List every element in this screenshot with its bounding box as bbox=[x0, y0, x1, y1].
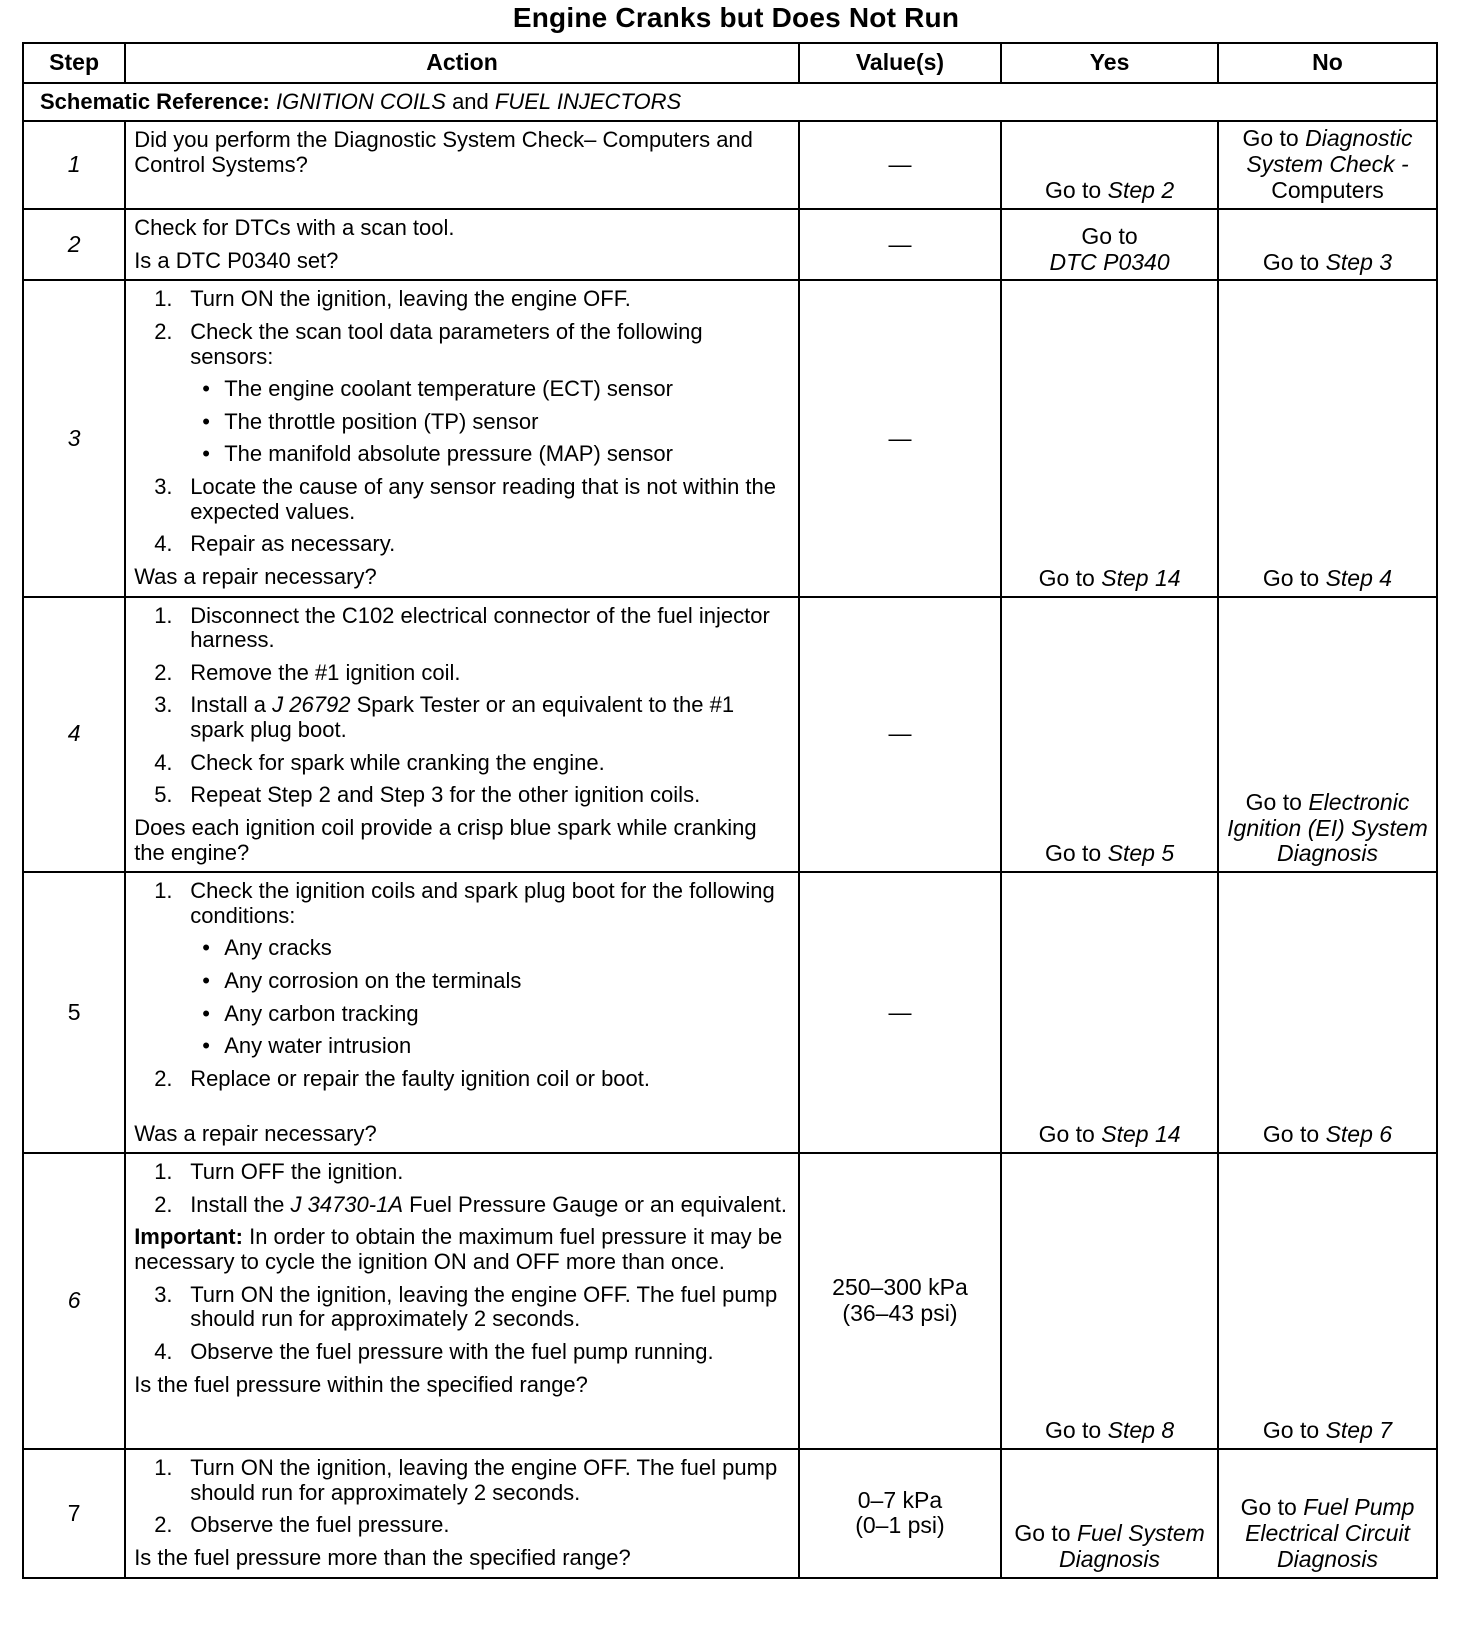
no-link-step-3[interactable]: Step 3 bbox=[1325, 248, 1393, 275]
bullet-item: • The engine coolant temperature (ECT) sensor bbox=[190, 377, 790, 402]
no-cell bbox=[1218, 597, 1437, 873]
list-item: 4. Check for spark while cranking the engine. bbox=[154, 749, 605, 775]
no-prefix: Go to bbox=[1262, 1417, 1320, 1444]
action-question: Is a DTC P0340 set? bbox=[134, 247, 339, 273]
action-cell bbox=[125, 209, 799, 280]
item-text: Turn ON the ignition, leaving the engine OFF. The fuel pump should run for approximately 2 seconds. bbox=[190, 1455, 778, 1505]
header-values: Value(s) bbox=[799, 43, 1001, 83]
item-text: Turn ON the ignition, leaving the engine OFF. bbox=[190, 286, 631, 312]
yes-cell bbox=[1001, 597, 1218, 873]
no-prefix: Go to bbox=[1242, 125, 1299, 151]
item-text: Check the scan tool data parameters of the following sensors: bbox=[190, 318, 703, 369]
sensor-list bbox=[190, 377, 790, 467]
yes-cell bbox=[1001, 121, 1218, 209]
action-cell bbox=[125, 872, 799, 1153]
step-number: 5 bbox=[23, 872, 125, 1153]
no-suffix: Computers bbox=[1271, 176, 1384, 203]
list-item: 3. Locate the cause of any sensor reading that is not within the expected values. bbox=[154, 474, 777, 524]
table-row bbox=[23, 597, 1437, 873]
value-cell bbox=[799, 1449, 1001, 1578]
important-label: Important: bbox=[134, 1224, 243, 1250]
schematic-reference bbox=[23, 83, 1437, 121]
action-steps-continued bbox=[134, 1283, 790, 1365]
item-text: Remove the #1 ignition coil. bbox=[190, 659, 461, 685]
no-link-diagnostic-system-check[interactable]: Diagnostic System Check - bbox=[1246, 125, 1413, 177]
header-no: No bbox=[1218, 43, 1437, 83]
value-line: 0–7 kPa bbox=[857, 1486, 943, 1513]
list-item: 2. Replace or repair the faulty ignition coil or boot. bbox=[154, 1065, 650, 1091]
yes-cell bbox=[1001, 280, 1218, 596]
no-link-step-6[interactable]: Step 6 bbox=[1325, 1121, 1393, 1148]
bullet-item: • The manifold absolute pressure (MAP) sensor bbox=[190, 442, 790, 467]
list-item: 2. Install the J 34730-1A Fuel Pressure Gauge or an equivalent. bbox=[154, 1191, 788, 1217]
yes-link-dtc-p0340[interactable]: DTC P0340 bbox=[1049, 248, 1170, 275]
bullet-item: • Any water intrusion bbox=[190, 1034, 790, 1059]
no-prefix: Go to bbox=[1240, 1494, 1297, 1521]
list-item: 1. Disconnect the C102 electrical connector of the fuel injector harness. bbox=[154, 602, 770, 653]
step-number: 1 bbox=[23, 121, 125, 209]
step-number: 4 bbox=[23, 597, 125, 873]
table-row bbox=[23, 121, 1437, 209]
list-item: 1. Check the ignition coils and spark plug boot for the following conditions: • Any cracks • Any corrosion on the terminals • Any carbon tracking • Any water intrusion bbox=[134, 879, 790, 1059]
action-line: Check for DTCs with a scan tool. bbox=[134, 215, 455, 240]
table-row bbox=[23, 872, 1437, 1153]
yes-link-step-5[interactable]: Step 5 bbox=[1107, 840, 1175, 867]
value-line: (36–43 psi) bbox=[842, 1300, 958, 1327]
no-link-step-7[interactable]: Step 7 bbox=[1325, 1417, 1393, 1444]
yes-link-step-14[interactable]: Step 14 bbox=[1101, 1121, 1181, 1148]
yes-cell bbox=[1001, 872, 1218, 1153]
yes-prefix: Go to bbox=[1014, 1520, 1071, 1547]
value-cell: — bbox=[799, 872, 1001, 1153]
value-cell bbox=[799, 1153, 1001, 1449]
yes-prefix: Go to bbox=[1044, 840, 1102, 867]
schematic-ref-fuel-injectors: FUEL INJECTORS bbox=[494, 88, 682, 114]
action-cell bbox=[125, 597, 799, 873]
action-steps bbox=[134, 1160, 790, 1217]
action-question: Did you perform the Diagnostic System Check– Computers and Control Systems? bbox=[134, 127, 753, 177]
no-cell bbox=[1218, 872, 1437, 1153]
no-prefix: Go to bbox=[1245, 788, 1302, 815]
table-row bbox=[23, 280, 1437, 596]
action-steps bbox=[134, 879, 790, 1091]
item-text: Disconnect the C102 electrical connector of the fuel injector harness. bbox=[190, 602, 770, 653]
list-item: 5. Repeat Step 2 and Step 3 for the other ignition coils. bbox=[154, 782, 701, 808]
value-line: 250–300 kPa bbox=[832, 1274, 968, 1301]
value-line: (0–1 psi) bbox=[855, 1512, 945, 1539]
action-question: Is the fuel pressure within the specified range? bbox=[134, 1371, 588, 1397]
no-link-step-4[interactable]: Step 4 bbox=[1325, 564, 1393, 591]
item-text: Replace or repair the faulty ignition coil or boot. bbox=[190, 1065, 650, 1091]
bullet-item: • Any corrosion on the terminals bbox=[190, 969, 790, 994]
tool-name: J 34730-1A bbox=[290, 1191, 404, 1217]
header-yes: Yes bbox=[1001, 43, 1218, 83]
action-cell bbox=[125, 280, 799, 596]
step-number: 2 bbox=[23, 209, 125, 280]
action-question: Does each ignition coil provide a crisp blue spark while cranking the engine? bbox=[134, 814, 757, 865]
list-item: 2. Remove the #1 ignition coil. bbox=[154, 659, 461, 685]
yes-prefix: Go to bbox=[1044, 177, 1102, 204]
yes-prefix: Go to bbox=[1038, 1121, 1095, 1148]
table-row bbox=[23, 1153, 1437, 1449]
action-cell bbox=[125, 1449, 799, 1578]
yes-link-step-2[interactable]: Step 2 bbox=[1107, 177, 1175, 204]
header-action: Action bbox=[125, 43, 799, 83]
no-cell bbox=[1218, 1153, 1437, 1449]
yes-prefix: Go to bbox=[1081, 222, 1138, 249]
item-text: Install the bbox=[190, 1191, 285, 1217]
list-item: 3. Install a J 26792 Spark Tester or an equivalent to the #1 spark plug boot. bbox=[154, 692, 735, 742]
yes-cell bbox=[1001, 1449, 1218, 1578]
item-text: Repeat Step 2 and Step 3 for the other ignition coils. bbox=[190, 782, 701, 808]
yes-link-step-8[interactable]: Step 8 bbox=[1107, 1417, 1175, 1444]
list-item: 2. Observe the fuel pressure. bbox=[154, 1512, 450, 1538]
step-number: 3 bbox=[23, 280, 125, 596]
schematic-and: and bbox=[452, 88, 489, 114]
no-cell bbox=[1218, 121, 1437, 209]
bullet-item: • Any cracks bbox=[190, 936, 790, 961]
value-cell: — bbox=[799, 209, 1001, 280]
action-question: Was a repair necessary? bbox=[134, 1120, 377, 1146]
yes-cell bbox=[1001, 1153, 1218, 1449]
value-cell: — bbox=[799, 121, 1001, 209]
yes-link-fuel-system-diagnosis[interactable]: Fuel System Diagnosis bbox=[1059, 1520, 1205, 1572]
no-cell bbox=[1218, 209, 1437, 280]
action-question: Was a repair necessary? bbox=[134, 563, 377, 589]
bullet-item: • Any carbon tracking bbox=[190, 1002, 790, 1027]
no-prefix: Go to bbox=[1262, 248, 1320, 275]
item-text: Fuel Pressure Gauge or an equivalent. bbox=[409, 1191, 788, 1217]
diagnostic-table bbox=[22, 42, 1438, 1579]
action-cell bbox=[125, 121, 799, 209]
header-step: Step bbox=[23, 43, 125, 83]
bullet-item: • The throttle position (TP) sensor bbox=[190, 410, 790, 435]
list-item: 4. Repair as necessary. bbox=[154, 531, 396, 557]
item-text: Observe the fuel pressure. bbox=[190, 1512, 450, 1538]
item-text: Turn OFF the ignition. bbox=[190, 1159, 404, 1185]
list-item: 2. Check the scan tool data parameters of the following sensors: • The engine coolant temperature (ECT) sensor • The throttle position (TP) sensor • The manifold absolute pressure (MAP) sensor bbox=[134, 320, 790, 467]
table-row bbox=[23, 1449, 1437, 1578]
item-text: Check for spark while cranking the engine. bbox=[190, 749, 605, 775]
no-cell bbox=[1218, 1449, 1437, 1578]
yes-prefix: Go to bbox=[1038, 564, 1095, 591]
no-prefix: Go to bbox=[1262, 564, 1320, 591]
tool-name: J 26792 bbox=[272, 692, 351, 718]
no-cell bbox=[1218, 280, 1437, 596]
list-item: 1. Turn OFF the ignition. bbox=[154, 1159, 404, 1185]
yes-link-step-14[interactable]: Step 14 bbox=[1101, 564, 1181, 591]
page-title: Engine Cranks but Does Not Run bbox=[512, 2, 960, 33]
action-steps bbox=[134, 287, 790, 557]
item-text: Spark Tester or an equivalent to the #1 spark plug boot. bbox=[190, 692, 735, 742]
step-number: 7 bbox=[23, 1449, 125, 1578]
list-item: 3. Turn ON the ignition, leaving the engine OFF. The fuel pump should run for approximately 2 seconds. bbox=[154, 1281, 778, 1332]
important-note bbox=[134, 1225, 790, 1274]
list-item: 1. Turn ON the ignition, leaving the engine OFF. bbox=[154, 286, 631, 312]
action-steps bbox=[134, 604, 790, 808]
no-prefix: Go to bbox=[1262, 1121, 1320, 1148]
action-cell bbox=[125, 1153, 799, 1449]
condition-list bbox=[190, 936, 790, 1059]
item-text: Locate the cause of any sensor reading that is not within the expected values. bbox=[190, 474, 777, 524]
item-text: Check the ignition coils and spark plug boot for the following conditions: bbox=[190, 878, 775, 928]
value-cell: — bbox=[799, 280, 1001, 596]
item-text: Repair as necessary. bbox=[190, 531, 396, 557]
yes-cell bbox=[1001, 209, 1218, 280]
no-link-ei-system-diagnosis[interactable]: Electronic Ignition (EI) System Diagnosis bbox=[1227, 788, 1428, 867]
no-link-fuel-pump-electrical-circuit-diagnosis[interactable]: Fuel Pump Electrical Circuit Diagnosis bbox=[1245, 1494, 1415, 1572]
step-number: 6 bbox=[23, 1153, 125, 1449]
important-text: In order to obtain the maximum fuel pressure it may be necessary to cycle the ignition ON and OFF more than once. bbox=[134, 1224, 783, 1274]
item-text: Observe the fuel pressure with the fuel pump running. bbox=[190, 1338, 714, 1364]
yes-prefix: Go to bbox=[1044, 1417, 1102, 1444]
action-steps bbox=[134, 1456, 790, 1538]
schematic-row bbox=[23, 83, 1437, 121]
list-item: 4. Observe the fuel pressure with the fuel pump running. bbox=[154, 1338, 714, 1364]
header-row bbox=[23, 43, 1437, 83]
list-item: 1. Turn ON the ignition, leaving the engine OFF. The fuel pump should run for approximately 2 seconds. bbox=[154, 1455, 778, 1505]
action-question: Is the fuel pressure more than the specified range? bbox=[134, 1545, 631, 1570]
schematic-label: Schematic Reference: bbox=[40, 88, 270, 114]
table-row bbox=[23, 209, 1437, 280]
item-text: Turn ON the ignition, leaving the engine OFF. The fuel pump should run for approximately 2 seconds. bbox=[190, 1281, 778, 1332]
value-cell: — bbox=[799, 597, 1001, 873]
schematic-ref-ignition-coils: IGNITION COILS bbox=[276, 88, 446, 114]
item-text: Install a bbox=[190, 692, 267, 718]
